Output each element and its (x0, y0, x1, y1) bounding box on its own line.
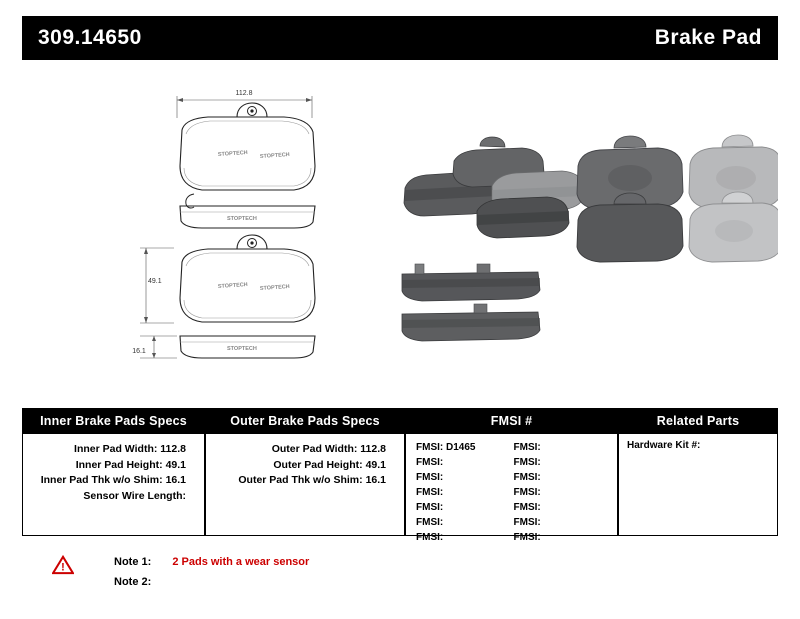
fmsi-entry: FMSI: (416, 532, 444, 543)
note-1-label: Note 1: (114, 556, 152, 568)
inner-pads-table-body (23, 434, 204, 510)
outer-pad-width-value: 112.8 (360, 443, 386, 455)
spec-row (29, 489, 186, 505)
note-2-label: Note 2: (114, 576, 152, 588)
product-edge-pad-2 (402, 304, 540, 341)
pad-edge-view-top (180, 194, 315, 228)
fmsi-entry: FMSI: (416, 502, 444, 513)
technical-drawing-group (132, 90, 315, 358)
outer-pads-table-header: Outer Brake Pads Specs (206, 409, 404, 434)
product-pad-d (477, 197, 569, 238)
sensor-wire-length-label: Sensor Wire Length: (83, 489, 186, 502)
inner-pad-thickness-value: 16.1 (165, 474, 186, 486)
related-parts-table-header: Related Parts (619, 409, 777, 434)
svg-text:STOPTECH: STOPTECH (217, 149, 248, 158)
fmsi-entry: FMSI: (513, 442, 541, 453)
spec-row (29, 458, 186, 474)
hardware-kit-label: Hardware Kit #: (627, 440, 701, 451)
inner-pad-height-label: Inner Pad Height: (75, 458, 163, 471)
pad-face-view-bottom (180, 235, 315, 322)
fmsi-entry: FMSI: (416, 487, 444, 498)
note-2 (114, 576, 169, 588)
svg-text:112.8: 112.8 (235, 90, 253, 97)
note-1-value: 2 Pads with a wear sensor (172, 556, 310, 568)
spec-row (29, 442, 186, 458)
outer-pad-thickness-value: 16.1 (365, 474, 386, 486)
fmsi-entry: FMSI: (513, 517, 541, 528)
document-header (22, 16, 778, 60)
note-1 (114, 556, 309, 568)
inner-pad-width-value: 112.8 (160, 443, 186, 455)
product-photo-angled-group (404, 137, 584, 238)
dimension-height (140, 248, 174, 323)
product-photo-edge-group (402, 264, 540, 341)
fmsi-entry: FMSI: (416, 472, 444, 483)
fmsi-entry: FMSI: (513, 487, 541, 498)
outer-pad-thickness-label: Outer Pad Thk w/o Shim: (238, 474, 363, 486)
fmsi-entry: FMSI: (513, 472, 541, 483)
spec-row (212, 473, 386, 489)
fmsi-entry: FMSI: (513, 532, 541, 543)
notes-section (22, 548, 778, 598)
fmsi-table-header: FMSI # (406, 409, 617, 434)
fmsi-table (405, 408, 618, 543)
svg-text:16.1: 16.1 (132, 348, 146, 355)
fmsi-entry: FMSI: (513, 502, 541, 513)
outer-pads-table-body (206, 434, 404, 495)
part-number: 309.14650 (38, 26, 142, 49)
warning-icon (52, 555, 74, 575)
inner-pad-height-value: 49.1 (165, 458, 186, 471)
inner-pad-width-label: Inner Pad Width: (74, 443, 158, 455)
product-photo-grid-group (577, 135, 778, 262)
svg-text:STOPTECH: STOPTECH (259, 151, 290, 160)
document-title: Brake Pad (654, 26, 762, 49)
related-parts-table-body (619, 434, 777, 457)
svg-text:STOPTECH: STOPTECH (259, 283, 290, 292)
svg-text:STOPTECH: STOPTECH (227, 346, 257, 352)
fmsi-entry: FMSI: (513, 457, 541, 468)
fmsi-table-body (406, 434, 617, 549)
svg-text:STOPTECH: STOPTECH (227, 216, 257, 222)
inner-pads-table (22, 408, 205, 536)
outer-pad-width-label: Outer Pad Width: (271, 443, 358, 455)
svg-text:49.1: 49.1 (148, 278, 162, 285)
pad-face-view-top (180, 103, 315, 190)
pad-edge-view-bottom (180, 336, 315, 358)
fmsi-entry: FMSI: D1465 (416, 442, 476, 453)
fmsi-entry: FMSI: (416, 457, 444, 468)
product-edge-pad-1 (402, 264, 540, 301)
fmsi-entry: FMSI: (416, 517, 444, 528)
spec-row (212, 442, 386, 458)
outer-pads-table (205, 408, 405, 536)
inner-pad-thickness-label: Inner Pad Thk w/o Shim: (40, 474, 163, 486)
spec-row (212, 458, 386, 474)
svg-text:!: ! (61, 561, 65, 574)
drawing-area (22, 68, 778, 398)
spec-row (29, 473, 186, 489)
inner-pads-table-header: Inner Brake Pads Specs (23, 409, 204, 434)
svg-text:STOPTECH: STOPTECH (217, 281, 248, 290)
outer-pad-height-value: 49.1 (365, 458, 386, 471)
dimension-thickness (132, 336, 177, 358)
outer-pad-height-label: Outer Pad Height: (273, 458, 363, 471)
spec-tables (22, 408, 778, 548)
related-parts-table (618, 408, 778, 536)
